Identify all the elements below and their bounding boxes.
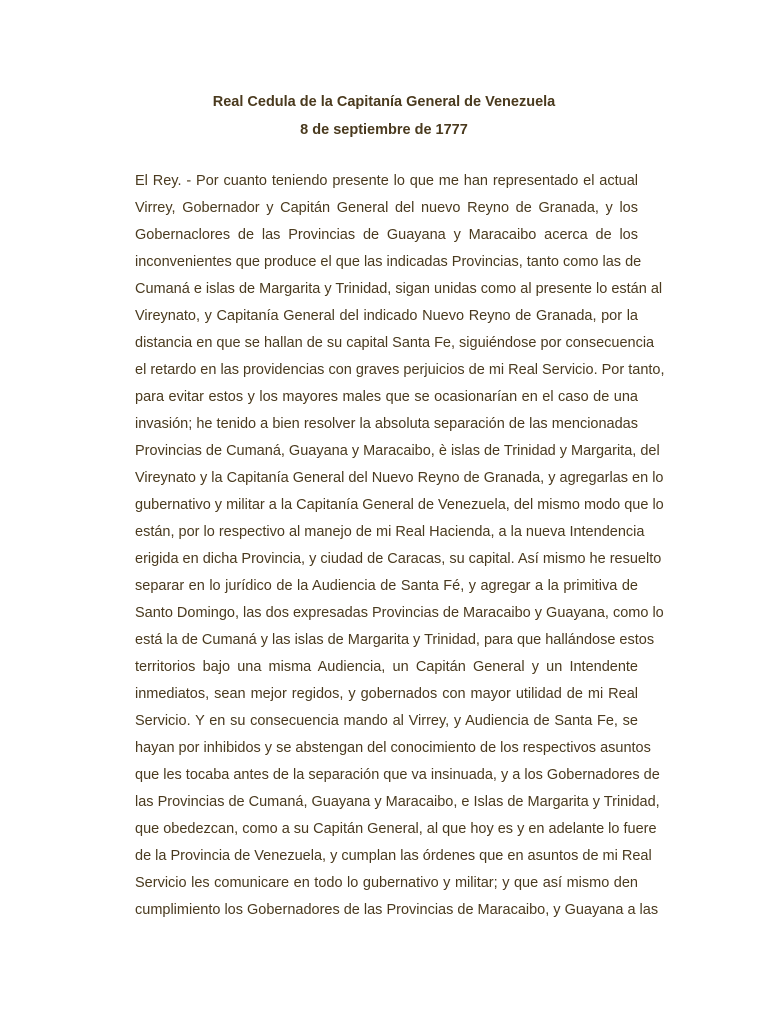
body-line: están, por lo respectivo al manejo de mi Real Hacienda, a la nueva Intendencia <box>135 524 645 540</box>
document-body <box>135 168 665 924</box>
body-line: inmediatos, sean mejor regidos, y gobernados con mayor utilidad de mi Real <box>135 686 638 702</box>
body-line: separar en lo jurídico de la Audiencia de Santa Fé, y agregar a la primitiva de <box>135 578 638 594</box>
body-line: cumplimiento los Gobernadores de las Provincias de Maracaibo, y Guayana a las <box>135 902 659 918</box>
body-line: Santo Domingo, las dos expresadas Provincias de Maracaibo y Guayana, como lo <box>135 605 664 621</box>
body-line: que obedezcan, como a su Capitán General, al que hoy es y en adelante lo fuere <box>135 821 657 837</box>
body-line: Vireynato, y Capitanía General del indicado Nuevo Reyno de Granada, por la <box>135 308 638 324</box>
document-date: 8 de septiembre de 1777 <box>300 122 468 138</box>
body-line: está la de Cumaná y las islas de Margarita y Trinidad, para que hallándose estos <box>135 632 655 648</box>
body-line: que les tocaba antes de la separación que va insinuada, y a los Gobernadores de <box>135 767 660 783</box>
body-line: Cumaná e islas de Margarita y Trinidad, sigan unidas como al presente lo están al <box>135 281 663 297</box>
body-line: de la Provincia de Venezuela, y cumplan las órdenes que en asuntos de mi Real <box>135 848 652 864</box>
body-line: las Provincias de Cumaná, Guayana y Maracaibo, e Islas de Margarita y Trinidad, <box>135 794 660 810</box>
body-line: el retardo en las providencias con graves perjuicios de mi Real Servicio. Por tanto, <box>135 362 665 378</box>
document-title: Real Cedula de la Capitanía General de Venezuela <box>212 94 556 110</box>
document-header <box>0 88 768 144</box>
body-line: El Rey. - Por cuanto teniendo presente lo que me han representado el actual <box>135 173 638 189</box>
body-line: inconvenientes que produce el que las indicadas Provincias, tanto como las de <box>135 254 642 270</box>
body-line: invasión; he tenido a bien resolver la absoluta separación de las mencionadas <box>135 416 638 432</box>
body-line: Gobernaclores de las Provincias de Guayana y Maracaibo acerca de los <box>135 227 638 243</box>
body-line: gubernativo y militar a la Capitanía General de Venezuela, del mismo modo que lo <box>135 497 664 513</box>
body-line: territorios bajo una misma Audiencia, un Capitán General y un Intendente <box>135 659 638 675</box>
body-line: distancia en que se hallan de su capital Santa Fe, siguiéndose por consecuencia <box>135 335 655 351</box>
body-line: Vireynato y la Capitanía General del Nuevo Reyno de Granada, y agregarlas en lo <box>135 470 664 486</box>
body-line: Virrey, Gobernador y Capitán General del nuevo Reyno de Granada, y los <box>135 200 638 216</box>
body-line: Servicio. Y en su consecuencia mando al Virrey, y Audiencia de Santa Fe, se <box>135 713 638 729</box>
body-line: Servicio les comunicare en todo lo gubernativo y militar; y que así mismo den <box>135 875 638 891</box>
body-line: hayan por inhibidos y se abstengan del conocimiento de los respectivos asuntos <box>135 740 651 756</box>
body-line: erigida en dicha Provincia, y ciudad de Caracas, su capital. Así mismo he resuelto <box>135 551 662 567</box>
body-line: Provincias de Cumaná, Guayana y Maracaibo, è islas de Trinidad y Margarita, del <box>135 443 660 459</box>
body-line: para evitar estos y los mayores males que se ocasionarían en el caso de una <box>135 389 638 405</box>
